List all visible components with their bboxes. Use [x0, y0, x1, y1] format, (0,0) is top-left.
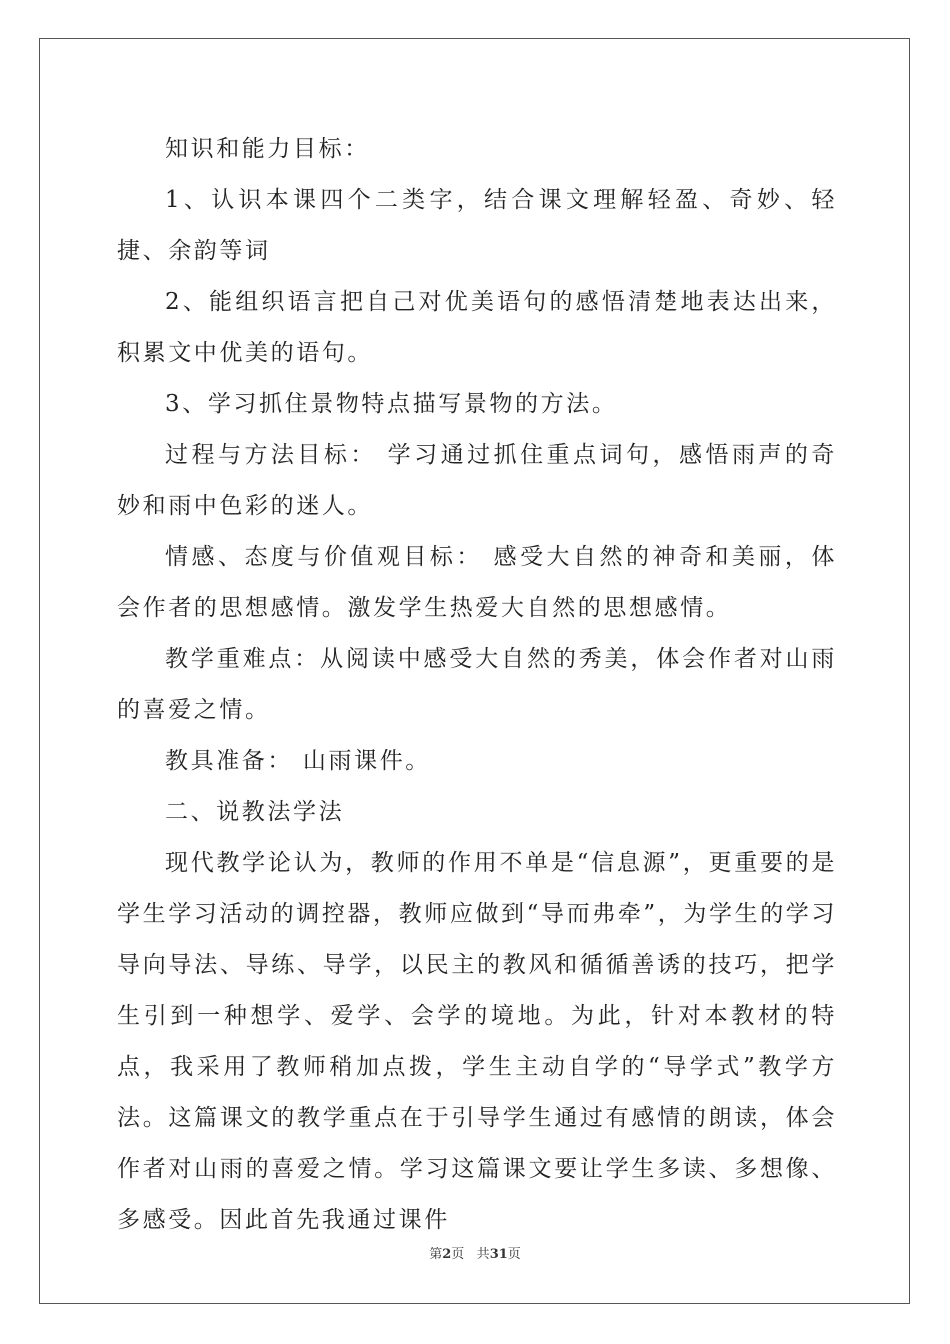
page-unit: 页 — [451, 1247, 465, 1262]
paragraph-teaching-method: 现代教学论认为，教师的作用不单是“信息源”，更重要的是学生学习活动的调控器，教师应做到“导而弗牵”，为学生的学习导向导法、导练、导学，以民主的教风和循循善诱的技巧，把学生引到一种想学、爱学、会学的境地。为此，针对本教材的特点，我采用了教师稍加点拨，学生主动自学的“导学式”教学方法。这篇课文的教学重点在于引导学生通过有感情的朗读，体会作者对山雨的喜爱之情。学习这篇课文要让学生多读、多想像、多感受。因此首先我通过课件 — [117, 850, 837, 1233]
paragraph-process-goal: 过程与方法目标： 学习通过抓住重点词句，感悟雨声的奇妙和雨中色彩的迷人。 — [117, 442, 837, 519]
paragraph-objective-2: 2、能组织语言把自己对优美语句的感悟清楚地表达出来，积累文中优美的语句。 — [117, 289, 837, 366]
paragraph-objective-3: 3、学习抓住景物特点描写景物的方法。 — [165, 391, 618, 417]
paragraph-teaching-aids: 教具准备： 山雨课件。 — [165, 748, 431, 774]
paragraph-key-difficulty: 教学重难点：从阅读中感受大自然的秀美，体会作者对山雨的喜爱之情。 — [117, 646, 837, 723]
paragraph-objectives-heading: 知识和能力目标： — [165, 136, 370, 162]
total-unit: 页 — [507, 1247, 521, 1262]
paragraph-section-heading: 二、说教法学法 — [165, 799, 345, 825]
page-footer — [0, 1243, 950, 1262]
paragraph-emotion-goal: 情感、态度与价值观目标： 感受大自然的神奇和美丽，体会作者的思想感情。激发学生热爱大自然的思想感情。 — [117, 544, 837, 621]
document-body — [117, 124, 837, 1246]
page-prefix: 第 — [429, 1247, 443, 1262]
total-page-number: 31 — [489, 1247, 508, 1262]
paragraph-objective-1: 1、认识本课四个二类字，结合课文理解轻盈、奇妙、轻捷、余韵等词 — [117, 187, 837, 264]
total-prefix: 共 — [476, 1247, 490, 1262]
current-page-number: 2 — [442, 1247, 452, 1262]
